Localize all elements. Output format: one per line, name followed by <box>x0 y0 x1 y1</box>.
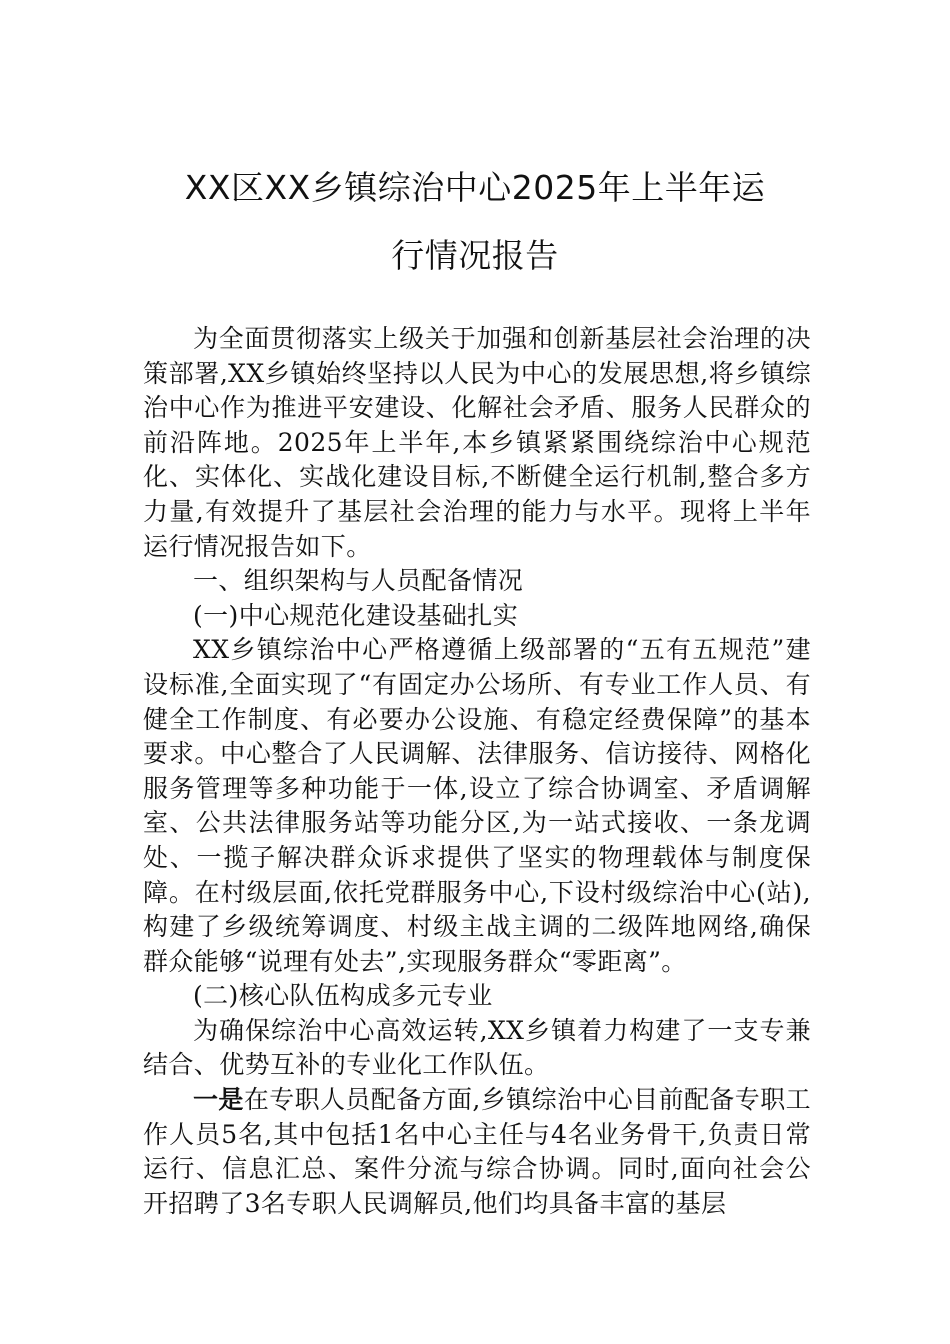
point-1-text: 在专职人员配备方面,乡镇综治中心目前配备专职工作人员5名,其中包括1名中心主任与4名业务骨干,负责日常运行、信息汇总、案件分流与综合协调。同时,面向社会公开招聘了3名专职人民调解员,他们均具备丰富的基层 <box>143 1085 811 1218</box>
point-1-paragraph <box>143 1083 811 1221</box>
document-title-line-2: 行情况报告 <box>391 236 559 275</box>
subsection-heading-1: (一)中心规范化建设基础扎实 <box>193 600 519 630</box>
subsection-heading-2: (二)核心队伍构成多元专业 <box>193 981 493 1011</box>
section-heading-1: 一、组织架构与人员配备情况 <box>193 566 524 596</box>
subsection-1-paragraph: XX乡镇综治中心严格遵循上级部署的“五有五规范”建设标准,全面实现了“有固定办公场所、有专业工作人员、有健全工作制度、有必要办公设施、有稳定经费保障”的基本要求。中心整合了人民调解、法律服务、信访接待、网格化服务管理等多种功能于一体,设立了综合协调室、矛盾调解室、公共法律服务站等功能分区,为一站式接收、一条龙调处、一揽子解决群众诉求提供了坚实的物理载体与制度保障。在村级层面,依托党群服务中心,下设村级综治中心(站),构建了乡级统筹调度、村级主战主调的二级阵地网络,确保群众能够“说理有处去”,实现服务群众“零距离”。 <box>143 635 811 976</box>
point-1-lead: 一是 <box>193 1085 244 1115</box>
document-title-line-1: XX区XX乡镇综治中心2025年上半年运 <box>184 168 766 207</box>
document-body <box>143 322 811 1221</box>
intro-paragraph: 为全面贯彻落实上级关于加强和创新基层社会治理的决策部署,XX乡镇始终坚持以人民为中心的发展思想,将乡镇综治中心作为推进平安建设、化解社会矛盾、服务人民群众的前沿阵地。2025年上半年,本乡镇紧紧围绕综治中心规范化、实体化、实战化建设目标,不断健全运行机制,整合多方力量,有效提升了基层社会治理的能力与水平。现将上半年运行情况报告如下。 <box>143 324 811 561</box>
subsection-2-paragraph: 为确保综治中心高效运转,XX乡镇着力构建了一支专兼结合、优势互补的专业化工作队伍。 <box>143 1015 811 1080</box>
